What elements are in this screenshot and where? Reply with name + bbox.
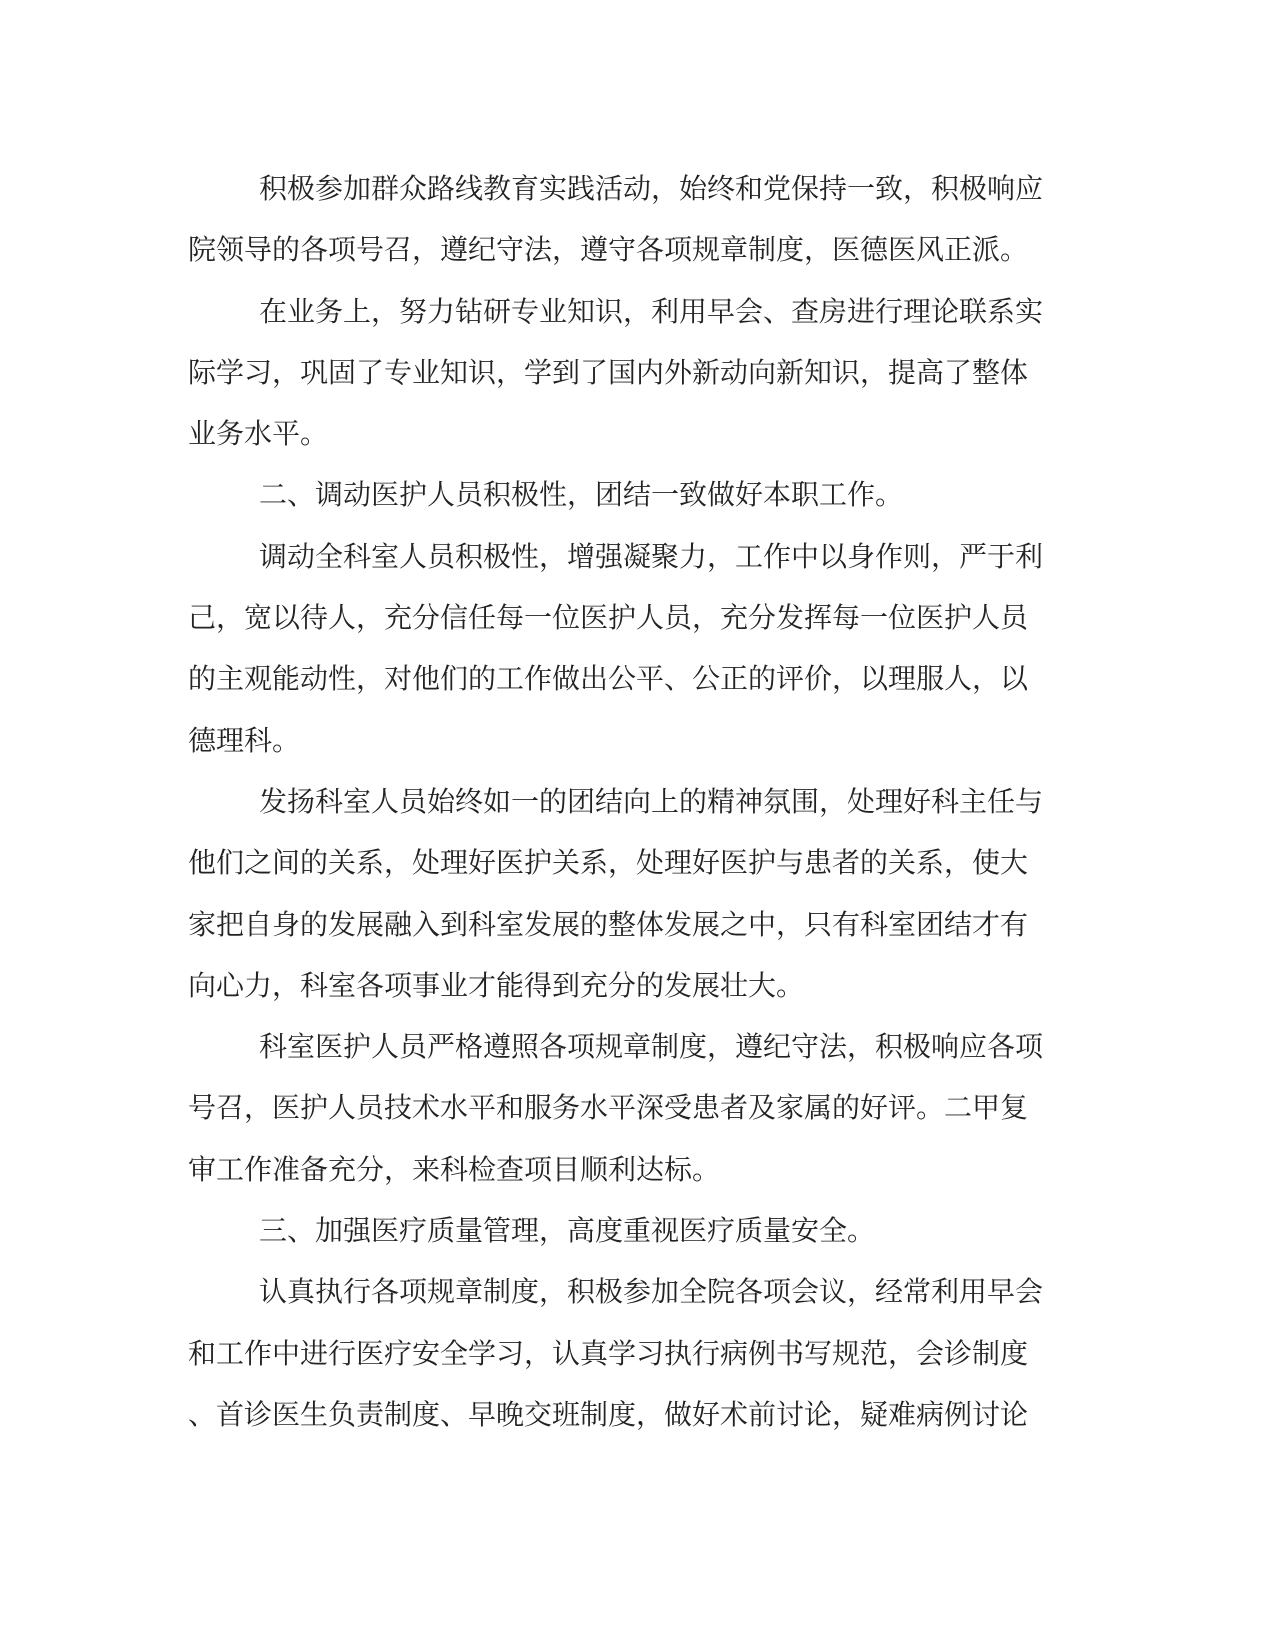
paragraph-line: 他们之间的关系，处理好医护关系，处理好医护与患者的关系，使大 (188, 846, 1029, 880)
paragraph-line: 调动全科室人员积极性，增强凝聚力，工作中以身作则，严于利 (259, 539, 1044, 573)
paragraph-line: 向心力，科室各项事业才能得到充分的发展壮大。 (188, 968, 805, 1002)
paragraph-line: 、首诊医生负责制度、早晚交班制度，做好术前讨论，疑难病例讨论 (188, 1397, 1029, 1431)
paragraph-line: 际学习，巩固了专业知识，学到了国内外新动向新知识，提高了整体 (188, 355, 1029, 389)
paragraph-line: 科室医护人员严格遵照各项规章制度，遵纪守法，积极响应各项 (259, 1030, 1044, 1064)
paragraph-line: 认真执行各项规章制度，积极参加全院各项会议，经常利用早会 (259, 1275, 1044, 1309)
paragraph-line: 己，宽以待人，充分信任每一位医护人员，充分发挥每一位医护人员 (188, 601, 1029, 635)
section-heading: 三、加强医疗质量管理，高度重视医疗质量安全。 (259, 1214, 876, 1248)
paragraph-line: 号召，医护人员技术水平和服务水平深受患者及家属的好评。二甲复 (188, 1091, 1029, 1125)
section-heading: 二、调动医护人员积极性，团结一致做好本职工作。 (259, 478, 904, 512)
paragraph-line: 院领导的各项号召，遵纪守法，遵守各项规章制度，医德医风正派。 (188, 233, 1029, 267)
paragraph-line: 在业务上，努力钻研专业知识，利用早会、查房进行理论联系实 (259, 294, 1044, 328)
paragraph-line: 发扬科室人员始终如一的团结向上的精神氛围，处理好科主任与 (259, 784, 1044, 818)
paragraph-line: 德理科。 (188, 723, 301, 757)
document-body (188, 158, 1088, 1445)
paragraph-line: 的主观能动性，对他们的工作做出公平、公正的评价，以理服人，以 (188, 662, 1029, 696)
paragraph-line: 和工作中进行医疗安全学习，认真学习执行病例书写规范，会诊制度 (188, 1336, 1029, 1370)
paragraph-line: 积极参加群众路线教育实践活动，始终和党保持一致，积极响应 (259, 172, 1044, 205)
paragraph-line: 家把自身的发展融入到科室发展的整体发展之中，只有科室团结才有 (188, 907, 1029, 941)
paragraph-line: 业务水平。 (188, 417, 329, 451)
paragraph-line: 审工作准备充分，来科检查项目顺利达标。 (188, 1152, 721, 1186)
